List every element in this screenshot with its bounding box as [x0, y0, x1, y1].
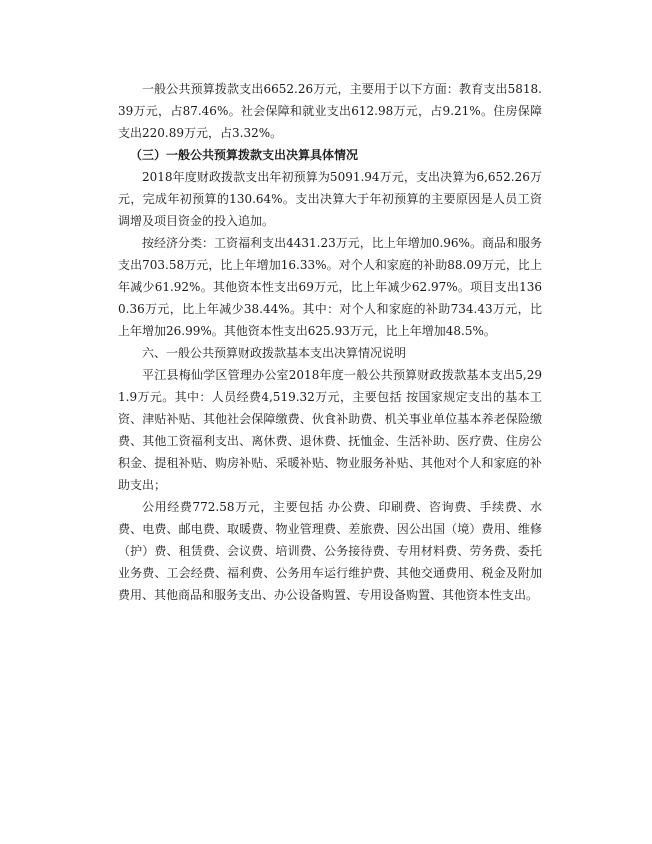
section-title-basic-expenditure: 六、一般公共预算财政拨款基本支出决算情况说明 — [142, 346, 407, 360]
section-heading-specific-situation: （三）一般公共预算拨款支出决算具体情况 — [130, 148, 359, 162]
paragraph-budget-vs-actual: 2018年度财政拨款支出年初预算为5091.94万元，支出决算为6,652.26万元，完成年初预算的130.64%。支出决算大于年初预算的主要原因是人员工资调增及项目资金的投入追加。 — [118, 170, 542, 228]
document-body — [118, 78, 542, 606]
paragraph-public-expenses: 公用经费772.58万元，主要包括 办公费、印刷费、咨询费、手续费、水费、电费、邮电费、取暖费、物业管理费、差旅费、因公出国（境）费用、维修（护）费、租赁费、会议费、培训费、公务接待费、专用材料费、劳务费、委托业务费、工会经费、福利费、公务用车运行维护费、其他交通费用、税金及附加费用、其他商品和服务支出、办公设备购置、专用设备购置、其他资本性支出。 — [118, 500, 542, 602]
paragraph-economic-classification: 按经济分类：工资福利支出4431.23万元，比上年增加0.96%。商品和服务支出703.58万元，比上年增加16.33%。对个人和家庭的补助88.09万元，比上年减少61.92%。其他资本性支出69万元，比上年减少62.97%。项目支出1360.36万元，比上年减少38.44%。其中：对个人和家庭的补助734.43万元，比上年增加26.99%。其他资本性支出625.93万元，比上年增加48.5%。 — [118, 236, 542, 338]
paragraph-spending-summary: 一般公共预算拨款支出6652.26万元，主要用于以下方面：教育支出5818.39万元，占87.46%。社会保障和就业支出612.98万元，占9.21%。住房保障支出220.89万元，占3.32%。 — [118, 82, 542, 140]
paragraph-personnel-expenses: 平江县梅仙学区管理办公室2018年度一般公共预算财政拨款基本支出5,291.9万元。其中：人员经费4,519.32万元，主要包括 按国家规定支出的基本工资、津贴补贴、其他社会保障缴费、伙食补助费、机关事业单位基本养老保险缴费、其他工资福利支出、离休费、退休费、抚恤金、生活补助、医疗费、住房公积金、提租补贴、购房补贴、采暖补贴、物业服务补贴、其他对个人和家庭的补助支出； — [118, 368, 542, 492]
